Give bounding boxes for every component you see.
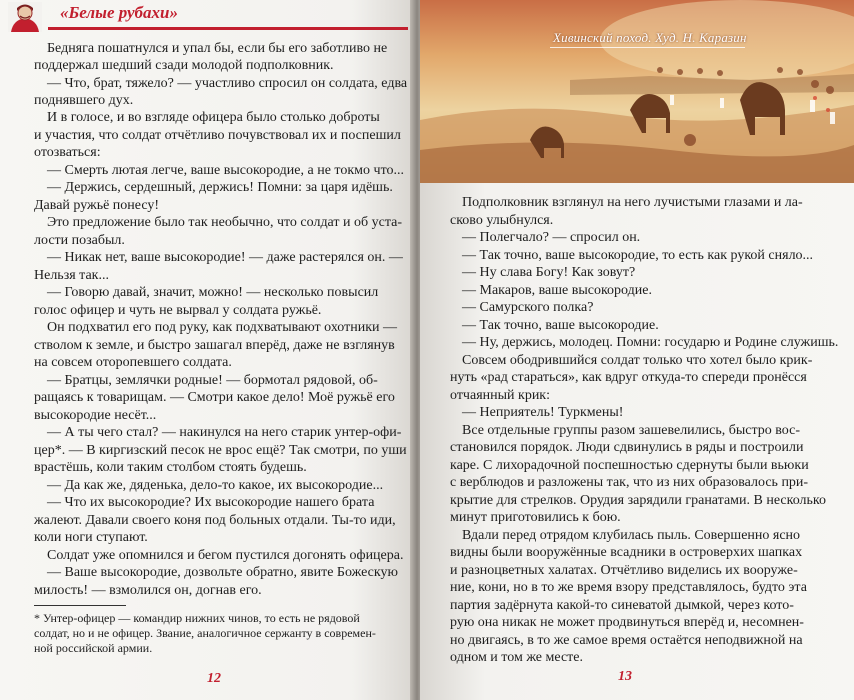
painting-caption: Хивинский поход. Худ. Н. Каразин — [553, 30, 747, 45]
text-line: — Неприятель! Туркмены! — [462, 405, 624, 420]
text-line: — Да как же, дяденька, дело-то какое, их высокородие... — [47, 478, 384, 493]
text-line: видны были вооружённые всадники в островерхих шапках — [450, 545, 803, 560]
text-line: врастёшь, коли таким столбом стоять будешь. — [34, 460, 307, 475]
text-line: и участия, что солдат отчётливо почувствовал их и поспешил — [34, 128, 401, 143]
text-line: но двигаясь, в то же самое время остаётся неподвижной на — [450, 633, 803, 648]
text-line: каре. С лихорадочной поспешностью сдернуты были вьюки — [450, 458, 809, 473]
text-line: стволом к земле, и быстро зашагал вперёд, даже не взглянув — [34, 338, 395, 353]
text-line: — Полегчало? — спросил он. — [462, 230, 641, 245]
text-line: ние, кони, но в то же время взору представлялось, будто эта — [450, 580, 807, 595]
text-line: — Говорю давай, значит, можно! — несколько повысил — [47, 285, 379, 300]
text-line: поддержал шедший сзади молодой подполковник. — [34, 58, 334, 73]
text-line: — Так точно, ваше высокородие, то есть как рукой сняло... — [462, 248, 814, 263]
text-line: партия задёрнута какой-то синеватой дымкой, через кото- — [450, 598, 794, 613]
text-line: минут приготовились к бою. — [450, 510, 621, 525]
footnote-rule — [34, 605, 126, 606]
text-line: отозваться: — [34, 145, 101, 160]
text-line: — Ну, держись, молодец. Помни: государю и Родине служишь. — [462, 335, 839, 350]
text-line: коли ноги ступают. — [34, 530, 148, 545]
text-line: высокородие несёт... — [34, 408, 157, 423]
text-line: Все отдельные группы разом зашевелились, быстро вос- — [462, 423, 801, 438]
text-line: Вдали перед отрядом клубилась пыль. Совершенно ясно — [462, 528, 801, 543]
text-line: крытие для стрелков. Орудия зарядили гранатами. В несколько — [450, 493, 826, 508]
text-line: — Что, брат, тяжело? — участливо спросил он солдата, едва — [47, 76, 408, 91]
text-line: и разноцветных халатах. Отчётливо виделись их вооруже- — [450, 563, 798, 578]
text-line: — Что их высокородие? Их высокородие нашего брата — [47, 495, 375, 510]
text-line: цер*. — В киргизский песок не врос ещё? Так смотри, по уши — [34, 443, 407, 458]
text-line: Солдат уже опомнился и бегом пустился догонять офицера. — [47, 548, 404, 563]
footnote-line: солдат, но и не офицер. Звание, аналогичное сержанту в современ- — [34, 626, 376, 640]
page-header — [0, 0, 414, 34]
text-line: Подполковник взглянул на него лучистыми глазами и ла- — [462, 195, 803, 210]
text-line: нуть «рад стараться», как вдруг откуда-то спереди пронёсся — [450, 370, 807, 385]
footnote-line: * Унтер-офицер — командир нижних чинов, то есть не рядовой — [34, 611, 360, 625]
text-line: Это предложение было так необычно, что солдат и об уста- — [47, 215, 403, 230]
text-line: Бедняга пошатнулся и упал бы, если бы его заботливо не — [47, 41, 388, 56]
right-page — [420, 0, 854, 700]
text-line: становился порядок. Люди сдвинулись в ряды и построили — [450, 440, 804, 455]
text-line: голос офицер и чуть не вырвал у солдата ружьё. — [34, 303, 322, 318]
text-line: И в голосе, и во взгляде офицера было столько доброты — [47, 110, 380, 125]
footnote-line: ной российской армии. — [34, 641, 153, 655]
series-title: «Белые рубахи» — [60, 3, 178, 22]
text-line: — Держись, сердешный, держись! Помни: за царя идёшь. — [47, 180, 393, 195]
text-line: — Братцы, землячки родные! — бормотал рядовой, об- — [47, 373, 378, 388]
page-number: 12 — [207, 671, 221, 686]
text-line: — А ты чего стал? — накинулся на него старик унтер-офи- — [47, 425, 402, 440]
text-line: сково улыбнулся. — [450, 213, 554, 228]
text-line: на совсем оторопевшего солдата. — [34, 355, 232, 370]
text-line: — Смерть лютая легче, ваше высокородие, а не токмо что... — [47, 163, 404, 178]
text-line: милость! — взмолился он, догнав его. — [34, 583, 262, 598]
text-line: — Так точно, ваше высокородие. — [462, 318, 659, 333]
text-line: с верблюдов и разложены так, что из них образовалось при- — [450, 475, 809, 490]
text-line: поднявшего дух. — [34, 93, 134, 108]
text-line: — Макаров, ваше высокородие. — [462, 283, 652, 298]
text-line: лости позабыл. — [34, 233, 125, 248]
left-page — [0, 0, 414, 700]
text-line: жалеют. Давали своего коня под больных отдали. Ты-то иди, — [34, 513, 396, 528]
text-line: — Самурского полка? — [462, 300, 594, 315]
text-line: Он подхватил его под руку, как подхватывают охотники — — [47, 320, 398, 335]
text-line: одном и том же месте. — [450, 650, 583, 665]
header-rule — [48, 27, 408, 30]
text-line: — Никак нет, ваше высокородие! — даже растерялся он. — — [47, 250, 403, 265]
text-line: ращаясь к товарищам. — Смотри какое дело! Моё ружьё его — [34, 390, 395, 405]
text-line: — Ваше высокородие, дозвольте обратно, явите Божескую — [47, 565, 398, 580]
text-line: Нельзя так... — [34, 268, 109, 283]
text-line: Давай ружьё понесу! — [34, 198, 160, 213]
officer-portrait-logo-icon — [8, 2, 42, 32]
caption-rule — [550, 47, 745, 48]
text-line: отчаянный крик: — [450, 388, 550, 403]
text-line: — Ну слава Богу! Как зовут? — [462, 265, 636, 280]
text-line: рую она никак не может продвинуться вперёд и, несомнен- — [450, 615, 804, 630]
page-number: 13 — [618, 669, 632, 684]
camel-caravan-painting — [420, 0, 854, 183]
text-line: Совсем ободрившийся солдат только что хотел было крик- — [462, 353, 813, 368]
painting-illustration — [420, 0, 854, 183]
